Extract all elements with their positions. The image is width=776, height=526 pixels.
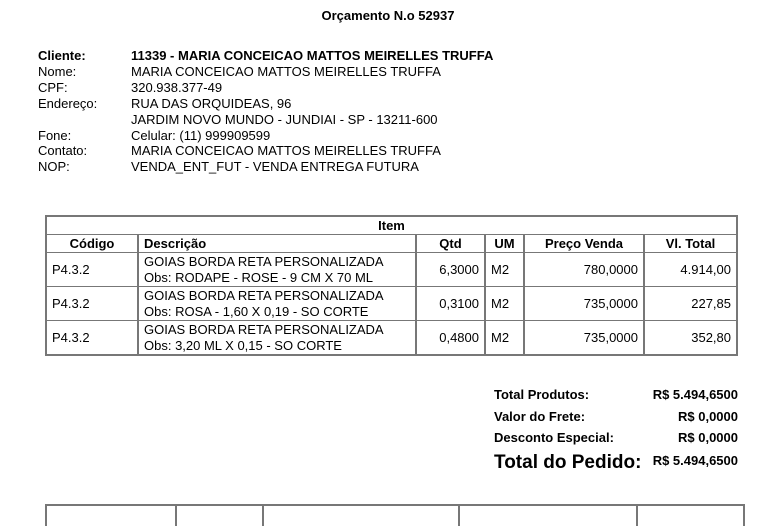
cell-code: P4.3.2 <box>46 253 138 287</box>
total-row <box>494 406 738 428</box>
info-value: MARIA CONCEICAO MATTOS MEIRELLES TRUFFA <box>131 143 441 159</box>
info-row <box>38 96 493 112</box>
info-row <box>38 143 493 159</box>
cell-desc <box>138 287 416 321</box>
table-row <box>46 287 737 321</box>
info-value: MARIA CONCEICAO MATTOS MEIRELLES TRUFFA <box>131 63 441 79</box>
info-label: Fone: <box>38 127 72 143</box>
client-info <box>38 48 493 175</box>
items-caption: Item <box>46 216 737 235</box>
col-preco: Preço Venda <box>524 235 644 253</box>
cell-price: 735,0000 <box>524 321 644 356</box>
desc: GOIAS BORDA RETA PERSONALIZADA <box>144 321 384 337</box>
total-label: Total Produtos: <box>494 387 590 403</box>
info-value: 320.938.377-49 <box>131 79 223 95</box>
info-row <box>38 128 493 144</box>
info-label: NOP: <box>38 159 70 175</box>
obs: Obs: 3,20 ML X 0,15 - SO CORTE <box>144 337 342 353</box>
total-label: Desconto Especial: <box>494 430 614 446</box>
cell-total: 4.914,00 <box>644 253 737 287</box>
obs: Obs: RODAPE - ROSE - 9 CM X 70 ML <box>144 269 373 285</box>
items-table <box>45 215 738 356</box>
cell-um: M2 <box>485 287 524 321</box>
info-value: Celular: (11) 999909599 <box>131 127 271 143</box>
info-label: Nome: <box>38 63 77 79</box>
obs: Obs: ROSA - 1,60 X 0,19 - SO CORTE <box>144 303 369 319</box>
info-value: VENDA_ENT_FUT - VENDA ENTREGA FUTURA <box>131 159 419 175</box>
total-row <box>494 449 738 477</box>
totals <box>494 384 738 477</box>
info-label: Contato: <box>38 143 88 159</box>
cell-total: 352,80 <box>644 321 737 356</box>
table-row <box>46 321 737 356</box>
info-row <box>38 112 493 128</box>
cell-price: 780,0000 <box>524 253 644 287</box>
desc: GOIAS BORDA RETA PERSONALIZADA <box>144 287 384 303</box>
cell-um: M2 <box>485 321 524 356</box>
total-value: R$ 5.494,6500 <box>652 387 738 403</box>
cell-price: 735,0000 <box>524 287 644 321</box>
col-total: Vl. Total <box>644 235 737 253</box>
info-value: JARDIM NOVO MUNDO - JUNDIAI - SP - 13211-600 <box>131 111 438 127</box>
col-codigo: Código <box>46 235 138 253</box>
total-value: R$ 0,0000 <box>678 430 738 446</box>
cell-desc <box>138 253 416 287</box>
col-qtd: Qtd <box>416 235 485 253</box>
cell-um: M2 <box>485 253 524 287</box>
col-descricao: Descrição <box>138 235 416 253</box>
payment-table <box>45 504 745 526</box>
cell-qtd: 6,3000 <box>416 253 485 287</box>
total-row <box>494 384 738 406</box>
info-row <box>38 159 493 175</box>
col-um: UM <box>485 235 524 253</box>
info-label <box>38 112 131 128</box>
total-value: R$ 5.494,6500 <box>652 452 738 468</box>
cell-code: P4.3.2 <box>46 287 138 321</box>
total-label: Total do Pedido: <box>494 451 642 473</box>
cell-qtd: 0,4800 <box>416 321 485 356</box>
info-label: Cliente: <box>38 48 86 63</box>
info-label: CPF: <box>38 79 68 95</box>
info-label: Endereço: <box>38 95 98 111</box>
info-row <box>38 48 493 64</box>
table-row <box>46 253 737 287</box>
total-label: Valor do Frete: <box>494 408 586 424</box>
info-value: 11339 - MARIA CONCEICAO MATTOS MEIRELLES TRUFFA <box>131 48 494 63</box>
cell-qtd: 0,3100 <box>416 287 485 321</box>
info-value: RUA DAS ORQUIDEAS, 96 <box>131 95 292 111</box>
desc: GOIAS BORDA RETA PERSONALIZADA <box>144 253 384 269</box>
page-title: Orçamento N.o 52937 <box>321 8 455 23</box>
info-row <box>38 64 493 80</box>
total-row <box>494 427 738 449</box>
info-row <box>38 80 493 96</box>
cell-code: P4.3.2 <box>46 321 138 356</box>
total-value: R$ 0,0000 <box>678 408 738 424</box>
cell-total: 227,85 <box>644 287 737 321</box>
cell-desc <box>138 321 416 356</box>
